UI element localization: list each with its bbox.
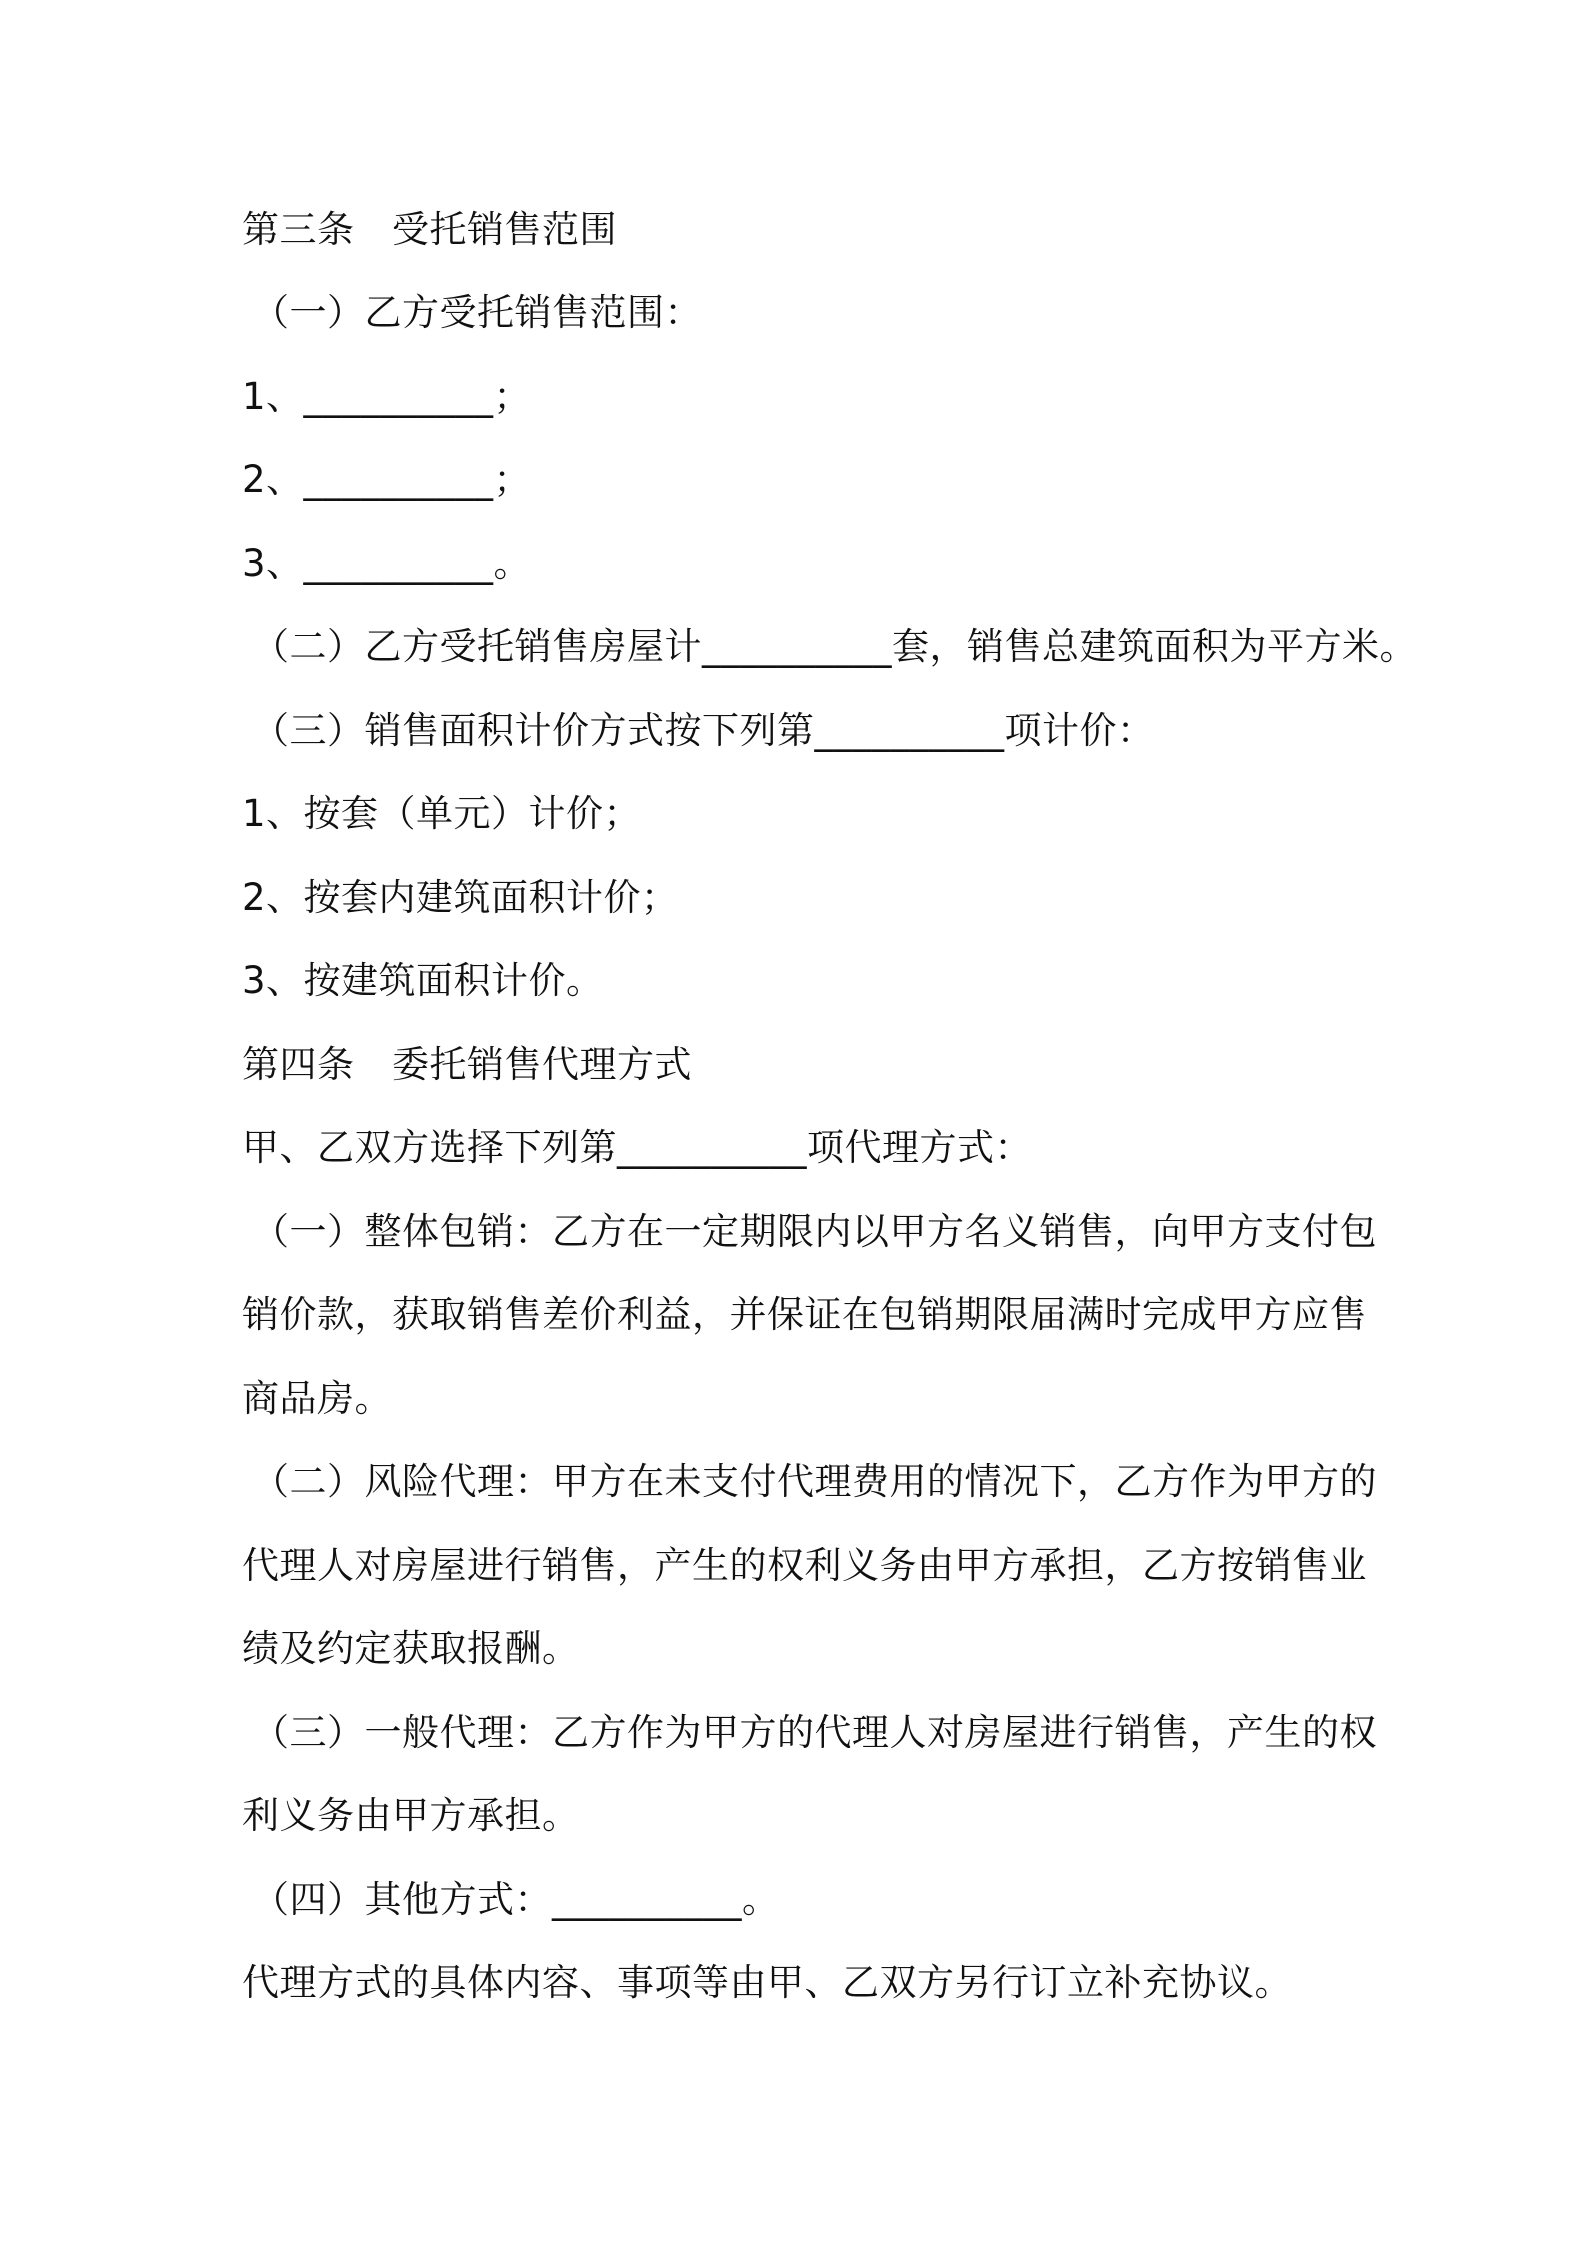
article-4-heading: 第四条 委托销售代理方式 xyxy=(242,1043,692,1086)
clause-4-3-line-1: （三）一般代理：乙方作为甲方的代理人对房屋进行销售，产生的权 xyxy=(252,1711,1377,1754)
clause-3-3-heading: （三）销售面积计价方式按下列第__________项计价： xyxy=(252,709,1155,752)
clause-3-1-heading: （一）乙方受托销售范围： xyxy=(252,291,702,334)
article-4-intro: 甲、乙双方选择下列第__________项代理方式： xyxy=(242,1126,1032,1169)
clause-4-2-line-1: （二）风险代理：甲方在未支付代理费用的情况下，乙方作为甲方的 xyxy=(252,1460,1377,1503)
clause-3-3-item-1: 1、按套（单元）计价； xyxy=(242,792,642,835)
clause-4-3-line-2: 利义务由甲方承担。 xyxy=(242,1794,580,1837)
clause-4-1-line-2: 销价款，获取销售差价利益，并保证在包销期限届满时完成甲方应售 xyxy=(242,1293,1367,1336)
clause-3-1-item-2: 2、__________； xyxy=(242,458,532,501)
clause-4-2-line-3: 绩及约定获取报酬。 xyxy=(242,1627,580,1670)
clause-3-1-item-1: 1、__________； xyxy=(242,375,532,418)
clause-4-4: （四）其他方式：__________。 xyxy=(252,1878,780,1921)
clause-4-1-line-1: （一）整体包销：乙方在一定期限内以甲方名义销售，向甲方支付包 xyxy=(252,1210,1377,1253)
clause-4-1-line-3: 商品房。 xyxy=(242,1377,392,1420)
clause-3-3-item-2: 2、按套内建筑面积计价； xyxy=(242,876,679,919)
article-4-closing: 代理方式的具体内容、事项等由甲、乙双方另行订立补充协议。 xyxy=(242,1961,1292,2004)
clause-3-2: （二）乙方受托销售房屋计__________套，销售总建筑面积为平方米。 xyxy=(252,625,1417,668)
article-3-heading: 第三条 受托销售范围 xyxy=(242,208,617,251)
clause-3-1-item-3: 3、__________。 xyxy=(242,542,532,585)
clause-3-3-item-3: 3、按建筑面积计价。 xyxy=(242,959,604,1002)
clause-4-2-line-2: 代理人对房屋进行销售，产生的权利义务由甲方承担，乙方按销售业 xyxy=(242,1544,1367,1587)
